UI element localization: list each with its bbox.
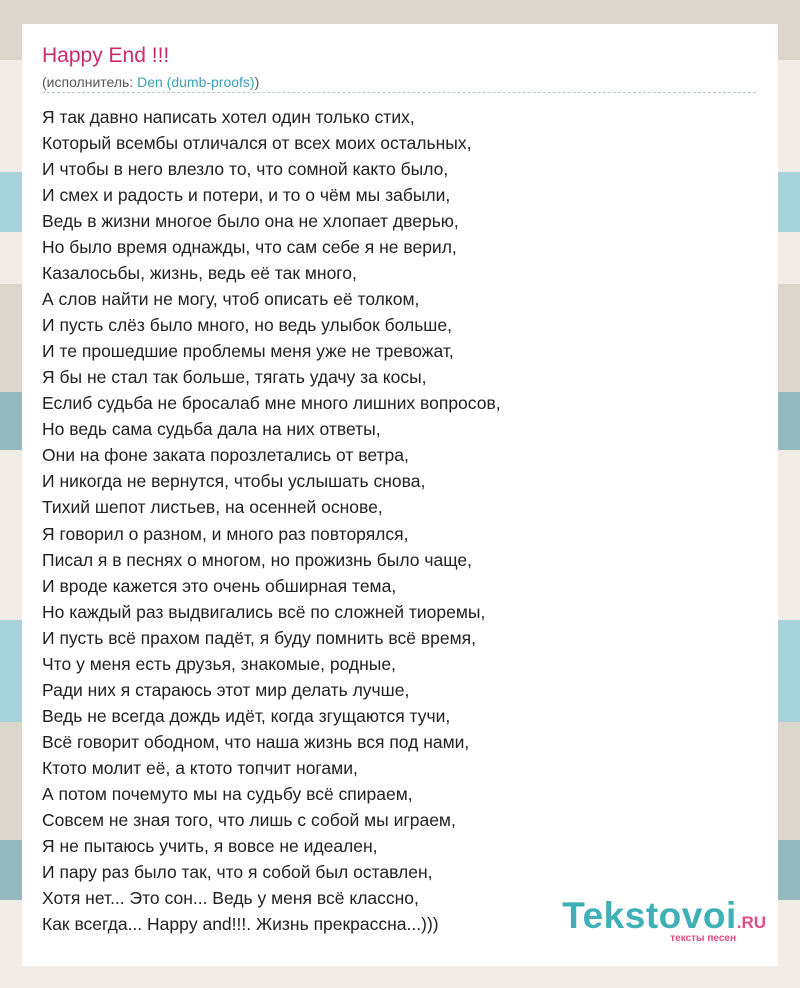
lyrics-line: Хотя нет... Это сон... Ведь у меня всё классно, (42, 887, 419, 908)
lyrics-line: Я не пытаюсь учить, я вовсе не идеален, (42, 835, 378, 856)
title-divider (42, 92, 756, 93)
lyrics-line: И те прошедшие проблемы меня уже не тревожат, (42, 341, 454, 362)
lyrics-line: И чтобы в него влезло то, что сомной както было, (42, 159, 449, 180)
lyrics-line: Тихий шепот листьев, на осенней основе, (42, 497, 383, 518)
logo-suffix-text: .RU (736, 913, 766, 932)
lyrics-line: Что у меня есть друзья, знакомые, родные, (42, 653, 396, 674)
lyrics-line: Но ведь сама судьба дала на них ответы, (42, 419, 381, 440)
lyrics-line: И смех и радость и потери, и то о чём мы забыли, (42, 185, 451, 206)
lyrics-line: Они на фоне заката порозлетались от ветра, (42, 445, 409, 466)
lyrics-line: Который всембы отличался от всех моих остальных, (42, 133, 472, 154)
lyrics-line: Но каждый раз выдвигались всё по сложней тиоремы, (42, 601, 486, 622)
lyrics-line: А потом почемуто мы на судьбу всё спираем, (42, 783, 413, 804)
lyrics-line: И никогда не вернутся, чтобы услышать снова, (42, 471, 426, 492)
lyrics-line: Я бы не стал так больше, тягать удачу за косы, (42, 367, 427, 388)
artist-line (42, 74, 259, 90)
song-title: Happy End !!! (42, 44, 170, 67)
lyrics-line: Ведь не всегда дождь идёт, когда згущаются тучи, (42, 705, 451, 726)
lyrics-line: Всё говорит ободном, что наша жизнь вся под нами, (42, 731, 470, 752)
lyrics-line: Совсем не зная того, что лишь с собой мы играем, (42, 809, 456, 830)
lyrics-line: И пару раз было так, что я собой был оставлен, (42, 861, 433, 882)
lyrics-line: Я говорил о разном, и много раз повторялся, (42, 523, 409, 544)
lyrics-line: Ради них я стараюсь этот мир делать лучше, (42, 679, 410, 700)
lyrics-line: Ктото молит её, а ктото топчит ногами, (42, 757, 358, 778)
lyrics-line: Но было время однажды, что сам себе я не верил, (42, 237, 457, 258)
lyrics-line: Казалосьбы, жизнь, ведь её так много, (42, 263, 357, 284)
lyrics-line: Я так давно написать хотел один только стих, (42, 107, 415, 127)
logo-tagline: тексты песен (670, 933, 736, 944)
artist-link[interactable]: Den (dumb-proofs) (137, 74, 255, 90)
lyrics-card (22, 24, 778, 966)
lyrics-text (42, 104, 762, 937)
lyrics-line: А слов найти не могу, чтоб описать её толком, (42, 289, 420, 310)
lyrics-line: Как всегда... Happy and!!!. Жизнь прекрассна...))) (42, 913, 439, 934)
logo-main-text: Tekstovoi (562, 895, 737, 936)
artist-suffix: ) (254, 74, 260, 90)
artist-prefix: (исполнитель: (42, 74, 138, 90)
lyrics-line: И пусть всё прахом падёт, я буду помнить всё время, (42, 627, 476, 648)
lyrics-line: Писал я в песнях о многом, но прожизнь было чаще, (42, 549, 473, 570)
lyrics-line: И вроде кажется это очень обширная тема, (42, 575, 397, 596)
site-logo[interactable] (562, 895, 766, 944)
lyrics-line: И пусть слёз было много, но ведь улыбок больше, (42, 315, 452, 336)
lyrics-line: Еслиб судьба не бросалаб мне много лишних вопросов, (42, 393, 501, 414)
lyrics-line: Ведь в жизни многое было она не хлопает дверью, (42, 211, 459, 232)
